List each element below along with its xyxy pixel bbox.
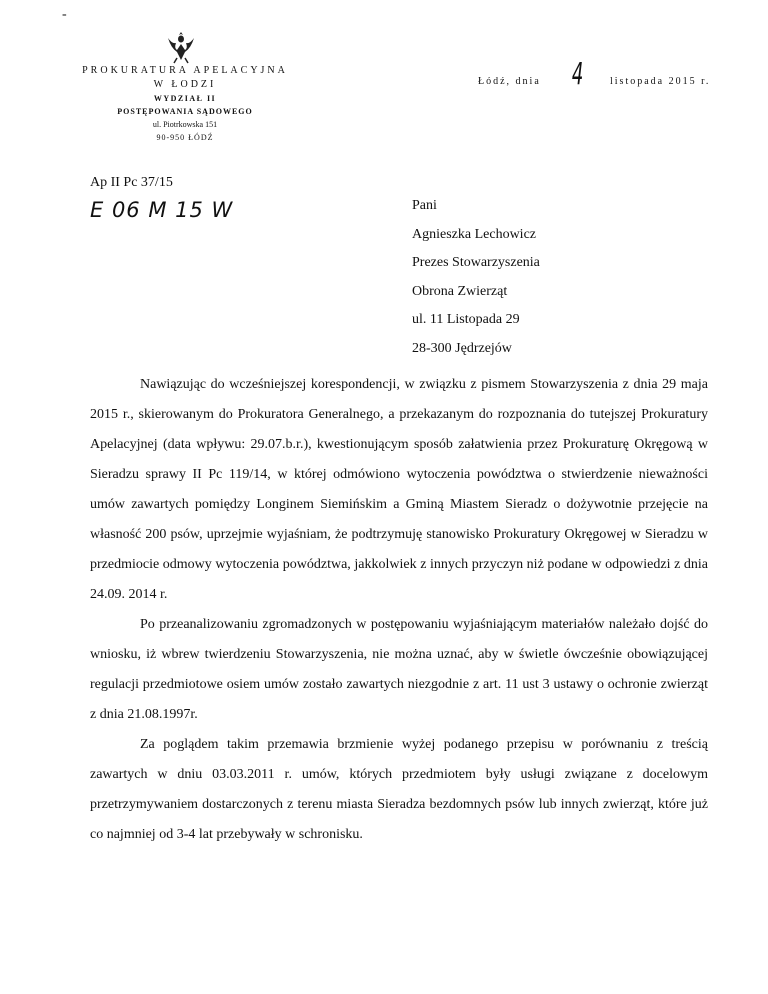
eagle-emblem-icon — [166, 30, 196, 64]
corner-mark: - — [62, 7, 67, 22]
letterhead-postcode: 90-950 ŁÓDŹ — [156, 133, 214, 142]
letterhead-department: WYDZIAŁ II — [153, 94, 217, 103]
body-paragraph-1: Nawiązując do wcześniejszej korespondencji, w związku z pismem Stowarzyszenia z dnia 29 maja 2015 r., skierowanym do Prokuratora Generalnego, a przekazanym do rozpoznania do tutejszej Prokuratury Apelacyjnej (data wpływu: 29.07.b.r.), kwestionującym sposób załatwienia przez Prokuraturę Okręgową w Sieradzu sprawy II Pc 119/14, w której odmówiono wytoczenia powództwa o stwierdzenie nieważności umów zawartych pomiędzy Longinem Siemińskim a Gminą Miastem Sieradz o dożywotnie przejęcie na własność 200 psów, uprzejmie wyjaśniam, że podtrzymuję stanowisko Prokuratury Okręgowej w Sieradzu w przedmiocie odmowy wytoczenia powództwa, jakkolwiek z innych przyczyn niż podane w odpowiedzi z dnia 24.09. 2014 r. — [90, 377, 708, 602]
place-date-month-year: listopada 2015 r. — [610, 76, 711, 87]
letter-body — [90, 370, 708, 850]
place-date-day-handwritten: 4 — [571, 57, 584, 92]
place-date-city: Łódź, dnia — [478, 76, 541, 87]
recipient-address — [412, 192, 540, 364]
address-organization: Obrona Zwierząt — [412, 283, 508, 299]
letterhead-city: W ŁODZI — [153, 79, 217, 90]
address-name: Agnieszka Lechowicz — [412, 226, 536, 242]
body-paragraph-2: Po przeanalizowaniu zgromadzonych w postępowaniu wyjaśniającym materiałów należało dojść do wniosku, iż wbrew twierdzeniu Stowarzyszenia, nie można uznać, aby w świetle ówcześnie obowiązującej regulacji przedmiotowe osiem umów zostało zawartych niezgodnie z art. 11 ust 3 ustawy o ochronie zwierząt z dnia 21.08.1997r. — [90, 617, 708, 722]
letterhead-institution: PROKURATURA APELACYJNA — [82, 65, 288, 76]
address-street: ul. 11 Listopada 29 — [412, 312, 520, 328]
address-city: 28-300 Jędrzejów — [412, 340, 512, 356]
letterhead-street: ul. Piotrkowska 151 — [152, 120, 218, 129]
handwritten-reference: E 06 M 15 W — [90, 198, 234, 222]
letterhead-department-name: POSTĘPOWANIA SĄDOWEGO — [117, 107, 253, 116]
case-signature: Ap II Pc 37/15 — [90, 175, 173, 190]
body-paragraph-3: Za poglądem takim przemawia brzmienie wyżej podanego przepisu w porównaniu z treścią zawartych w dniu 03.03.2011 r. umów, których przedmiotem były usługi związane z docelowym przetrzymywaniem dostarczonych z terenu miasta Sieradza bezdomnych psów lub innych zwierząt, które już co najmniej od 3-4 lat przebywały w schronisku. — [90, 737, 708, 842]
letterhead — [70, 64, 300, 144]
address-title: Prezes Stowarzyszenia — [412, 255, 540, 271]
address-salutation: Pani — [412, 198, 437, 213]
